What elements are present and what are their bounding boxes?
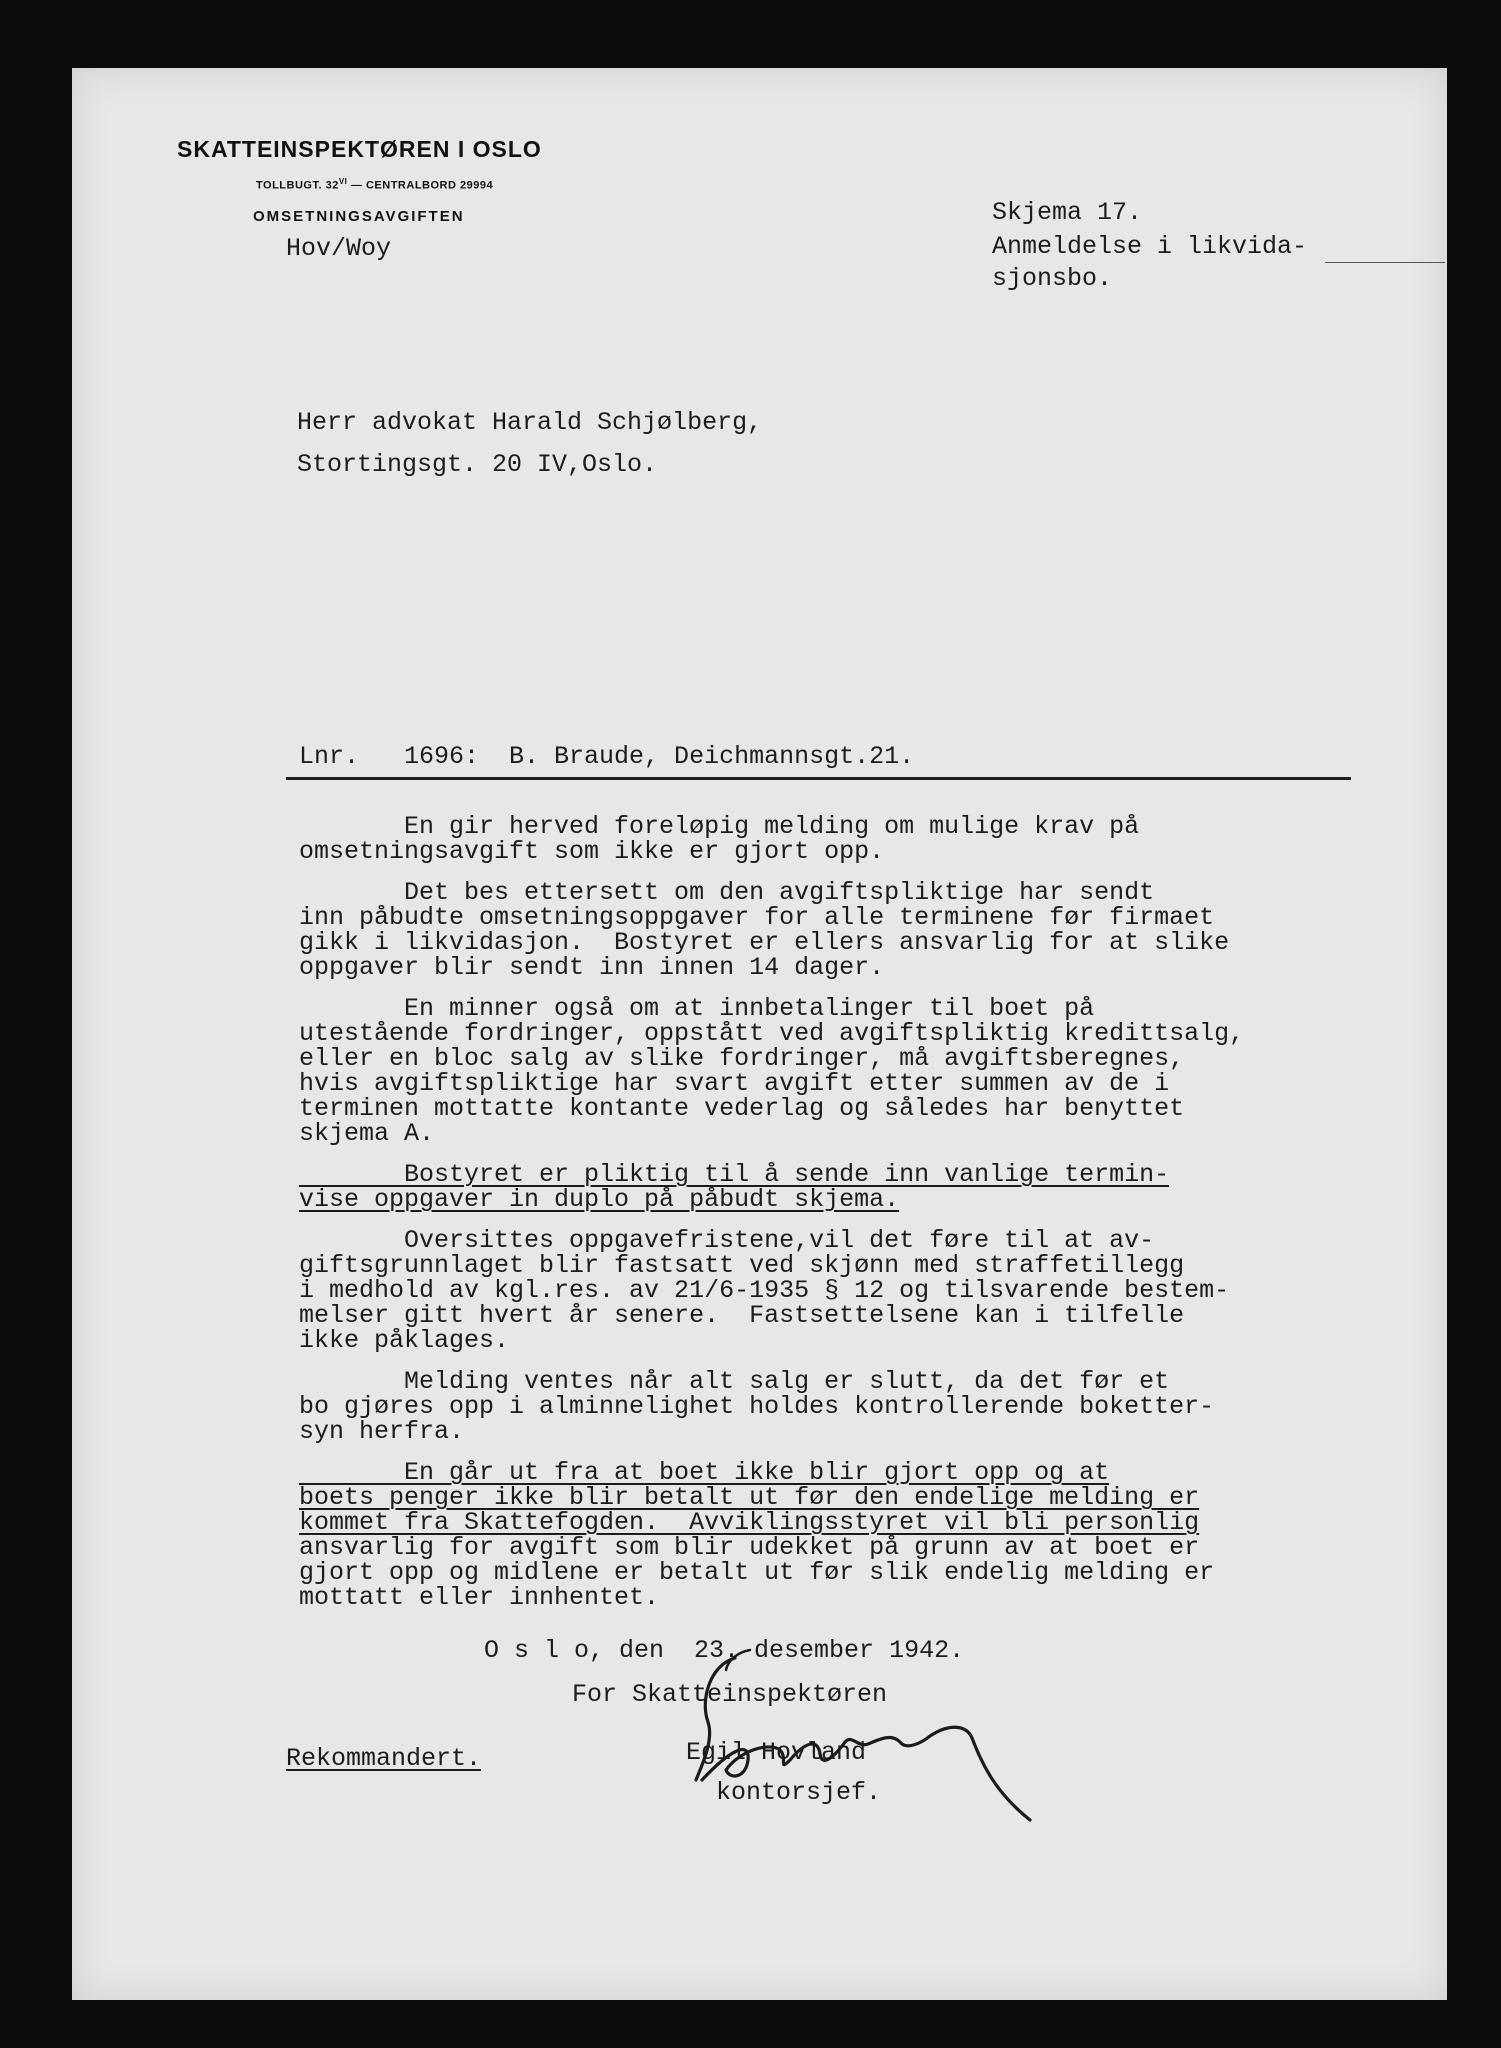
body-line: gjort opp og midlene er betalt ut før slik endelig melding er (299, 1558, 1215, 1587)
body-line: mottatt eller innhentet. (299, 1583, 660, 1612)
form-title: Anmeldelse i likvida- (992, 232, 1308, 261)
subject-line: Lnr. 1696: B. Braude, Deichmannsgt.21. (299, 742, 915, 771)
margin-dash-line (1325, 262, 1445, 263)
body-line: skjema A. (299, 1119, 435, 1148)
body-line: ikke påklages. (299, 1326, 510, 1355)
form-title-cont: sjonsbo. (992, 264, 1113, 293)
department-name: OMSETNINGSAVGIFTEN (253, 208, 465, 225)
body-line: terminen mottatte kontante vederlag og således har benyttet (299, 1094, 1185, 1123)
handwritten-signature (630, 1630, 1050, 1830)
for-inspector: For Skatteinspektøren (572, 1680, 888, 1709)
signatory-name: Egil Hovland (686, 1738, 867, 1767)
body-line-underlined: kommet fra Skattefogden. Avviklingsstyret vil bli personlig (299, 1508, 1200, 1537)
body-line-underlined: boets penger ikke blir betalt ut før den endelige melding er (299, 1483, 1200, 1512)
body-line: syn herfra. (299, 1417, 465, 1446)
subject-rule (286, 777, 1351, 780)
body-line: bo gjøres opp i alminnelighet holdes kontrollerende boketter- (299, 1392, 1215, 1421)
body-line: omsetningsavgift som ikke er gjort opp. (299, 837, 885, 866)
body-line: giftsgrunnlaget blir fastsatt ved skjønn med straffetillegg (299, 1251, 1185, 1280)
recipient-address: Stortingsgt. 20 IV,Oslo. (297, 450, 658, 479)
body-line: oppgaver blir sendt inn innen 14 dager. (299, 953, 885, 982)
body-line-underlined: vise oppgaver in duplo på påbudt skjema. (299, 1185, 900, 1214)
agency-name: SKATTEINSPEKTØREN I OSLO (177, 136, 542, 162)
place-date: O s l o, den 23. desember 1942. (484, 1636, 965, 1665)
address-floor: VI (338, 177, 348, 186)
body-line-underlined: En går ut fra at boet ikke blir gjort opp og at (299, 1458, 1110, 1487)
body-line: ansvarlig for avgift som blir udekket på grunn av at boet er (299, 1533, 1200, 1562)
body-line-underlined: Bostyret er pliktig til å sende inn vanlige termin- (299, 1160, 1170, 1189)
form-number: Skjema 17. (992, 198, 1143, 227)
recipient-name: Herr advokat Harald Schjølberg, (297, 408, 763, 437)
body-line: utestående fordringer, oppstått ved avgiftspliktig kredittsalg, (299, 1019, 1245, 1048)
body-line: gikk i likvidasjon. Bostyret er ellers ansvarlig for at slike (299, 928, 1230, 957)
body-line: i medhold av kgl.res. av 21/6-1935 § 12 og tilsvarende bestem- (299, 1276, 1230, 1305)
signatory-title: kontorsjef. (716, 1778, 882, 1807)
body-line: Melding ventes når alt salg er slutt, da det før et (299, 1367, 1170, 1396)
reference-code: Hov/Woy (286, 234, 392, 263)
body-line: hvis avgiftspliktige har svart avgift etter summen av de i (299, 1069, 1170, 1098)
body-line: En gir herved foreløpig melding om mulige krav på (299, 812, 1140, 841)
agency-address (256, 177, 493, 192)
body-line: inn påbudte omsetningsoppgaver for alle terminene før firmaet (299, 903, 1215, 932)
address-switchboard: — CENTRALBORD 29994 (347, 179, 494, 192)
body-line: Det bes ettersett om den avgiftspliktige har sendt (299, 878, 1155, 907)
registered-mail-note: Rekommandert. (286, 1744, 482, 1773)
body-line: En minner også om at innbetalinger til boet på (299, 994, 1095, 1023)
address-street: TOLLBUGT. 32 (256, 179, 339, 192)
body-line: Oversittes oppgavefristene,vil det føre til at av- (299, 1226, 1155, 1255)
body-line: melser gitt hvert år senere. Fastsettelsene kan i tilfelle (299, 1301, 1185, 1330)
body-line: eller en bloc salg av slike fordringer, må avgiftsberegnes, (299, 1044, 1185, 1073)
